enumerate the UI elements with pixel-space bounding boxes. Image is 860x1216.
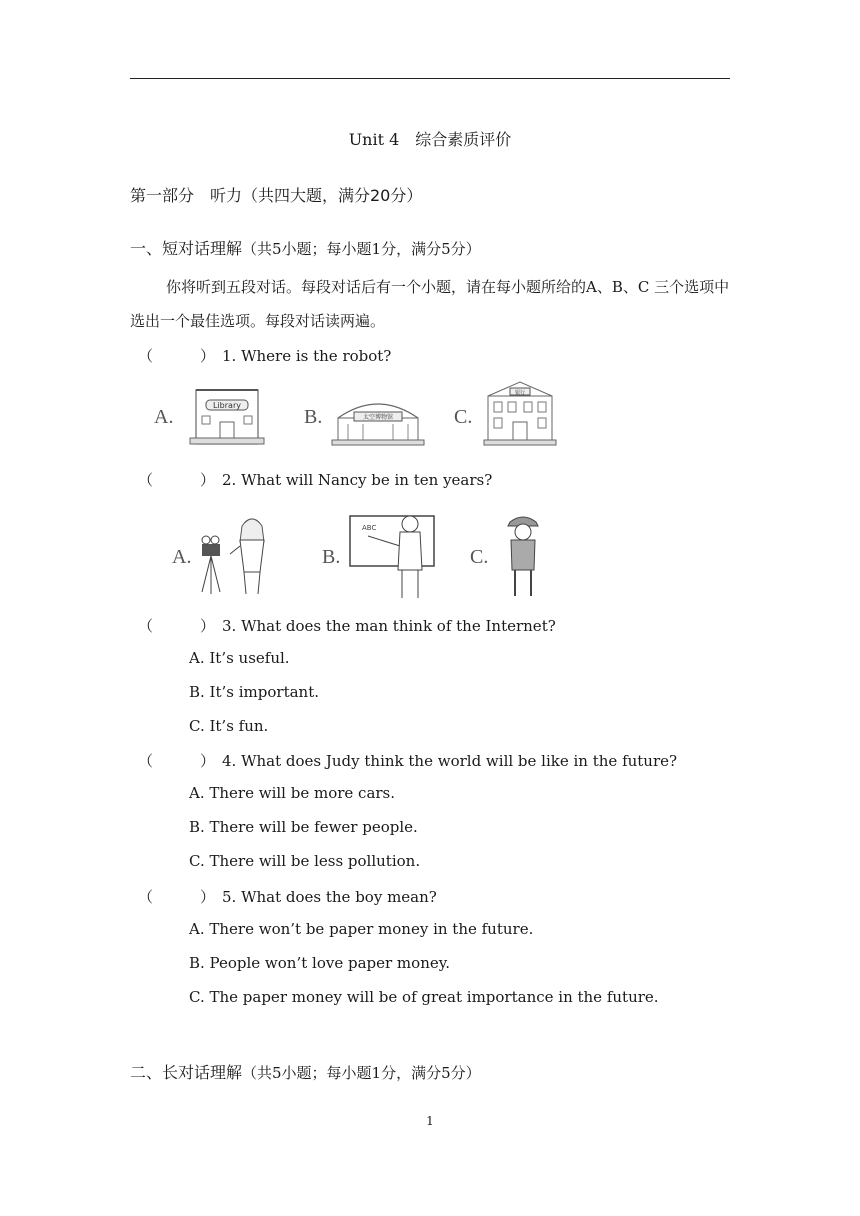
answer-blank-close: ） — [200, 617, 216, 635]
option-label: B. — [322, 546, 341, 568]
q4-option-c: C. There will be less pollution. — [189, 852, 421, 870]
library-sign: Library — [213, 401, 241, 410]
q4-option-b: B. There will be fewer people. — [189, 818, 418, 836]
question-text: 5. What does the boy mean? — [222, 888, 437, 906]
answer-blank-close: ） — [200, 752, 216, 770]
bank-sign: 银行 — [514, 390, 526, 396]
section-2-title: 二、长对话理解 — [130, 1063, 243, 1082]
answer-blank-open: （ — [138, 617, 154, 635]
section-2-note: （共5小题；每小题1分，满分5分） — [242, 1064, 481, 1082]
part-heading: 第一部分 听力（共四大题，满分20分） — [130, 186, 423, 205]
section-1-heading — [130, 236, 481, 259]
document-title: Unit 4 综合素质评价 — [348, 130, 512, 149]
question-text: 3. What does the man think of the Internet? — [222, 617, 556, 635]
instructions: 你将听到五段对话。每段对话后有一个小题，请在每小题所给的A、B、C 三个选项中选出一个最佳选项。每段对话读两遍。 — [130, 278, 730, 330]
page-number: 1 — [426, 1114, 434, 1128]
q3-option-b: B. It’s important. — [189, 683, 319, 701]
question-2 — [138, 469, 492, 490]
option-label: C. — [470, 546, 489, 568]
answer-blank-close: ） — [200, 471, 216, 489]
museum-sign: 太空博物馆 — [362, 414, 394, 421]
section-2-heading — [130, 1060, 481, 1083]
option-label: A. — [172, 546, 192, 568]
section-1-title: 一、短对话理解 — [130, 239, 243, 258]
board-text: ABC — [362, 524, 377, 532]
q4-option-a: A. There will be more cars. — [189, 784, 396, 802]
q3-option-a: A. It’s useful. — [189, 649, 290, 667]
museum-building-icon — [328, 384, 428, 450]
answer-blank-open: （ — [138, 888, 154, 906]
answer-blank-close: ） — [200, 888, 216, 906]
person-with-cap-icon — [498, 512, 548, 602]
section-1-note: （共5小题；每小题1分，满分5分） — [242, 240, 481, 258]
question-1 — [138, 345, 391, 366]
question-4 — [138, 750, 677, 771]
question-3 — [138, 615, 556, 636]
bank-building-icon — [480, 378, 560, 448]
answer-blank-close: ） — [200, 347, 216, 365]
option-label: C. — [454, 406, 473, 428]
question-text: 4. What does Judy think the world will be like in the future? — [222, 752, 678, 770]
q5-option-c: C. The paper money will be of great importance in the future. — [189, 988, 659, 1006]
answer-blank-open: （ — [138, 752, 154, 770]
option-label: A. — [154, 406, 174, 428]
library-building-icon — [182, 382, 272, 448]
answer-blank-open: （ — [138, 347, 154, 365]
question-5 — [138, 886, 437, 907]
q5-option-b: B. People won’t love paper money. — [189, 954, 450, 972]
question-text: 2. What will Nancy be in ten years? — [222, 471, 493, 489]
answer-blank-open: （ — [138, 471, 154, 489]
q5-option-a: A. There won’t be paper money in the future. — [189, 920, 534, 938]
question-text: 1. Where is the robot? — [222, 347, 392, 365]
q3-option-c: C. It’s fun. — [189, 717, 269, 735]
teacher-at-blackboard-icon — [348, 512, 438, 602]
option-label: B. — [304, 406, 323, 428]
reporter-with-camera-icon — [198, 510, 278, 598]
header-rule — [130, 78, 730, 79]
